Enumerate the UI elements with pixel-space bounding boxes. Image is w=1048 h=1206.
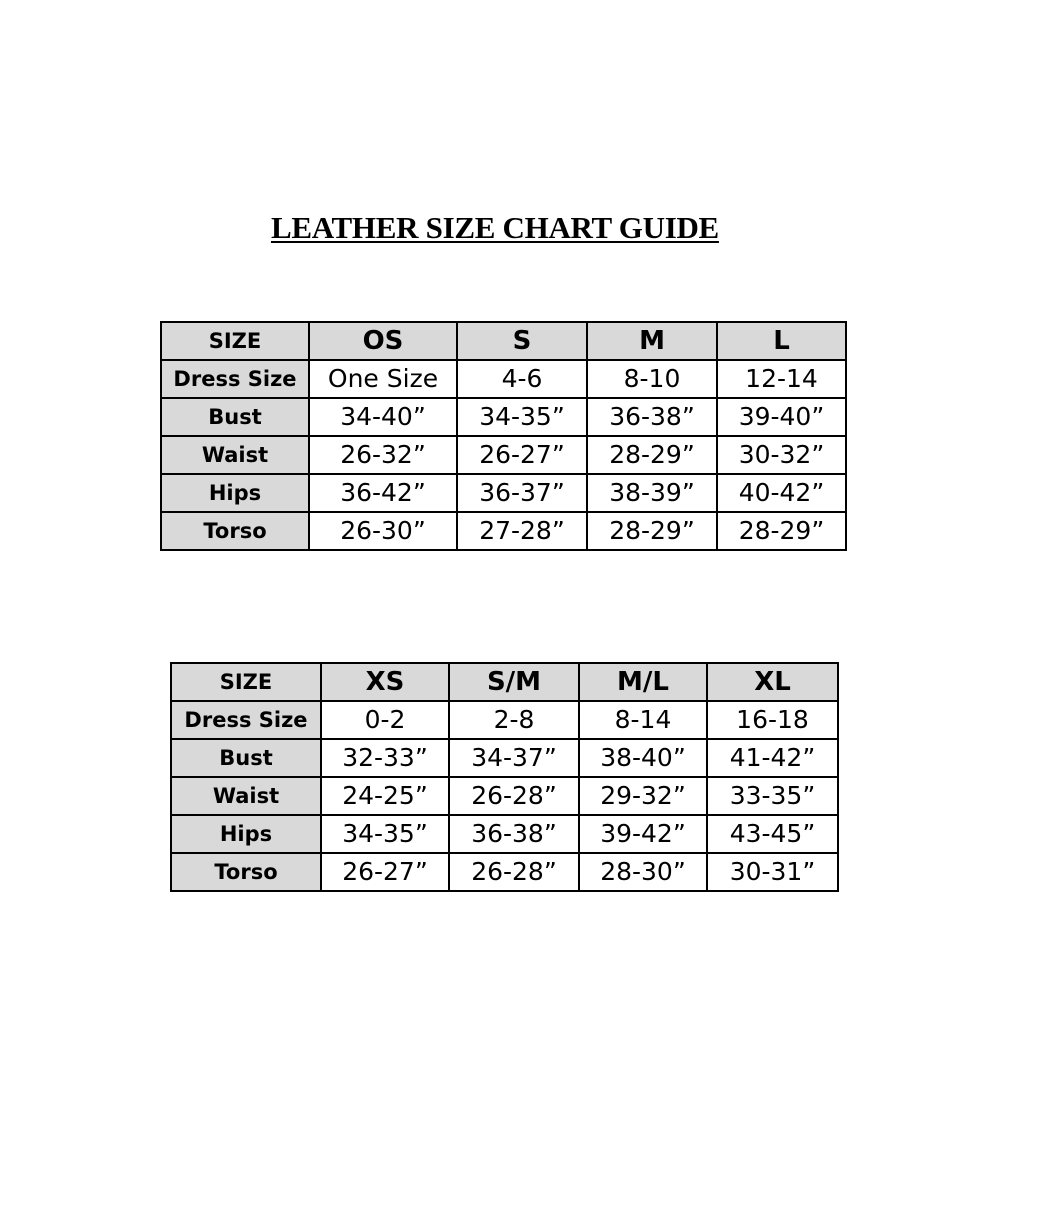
table-cell: 39-40” <box>717 398 846 436</box>
table-row-bust <box>161 398 846 436</box>
table-cell: 30-31” <box>707 853 838 891</box>
table-cell: 34-35” <box>457 398 587 436</box>
row-label: Waist <box>161 436 309 474</box>
header-size-label: SIZE <box>171 663 321 701</box>
table-row-torso <box>171 853 838 891</box>
table-cell: 43-45” <box>707 815 838 853</box>
table-row-dress-size <box>171 701 838 739</box>
row-label: Bust <box>171 739 321 777</box>
row-label: Hips <box>171 815 321 853</box>
table-cell: 32-33” <box>321 739 449 777</box>
row-label: Waist <box>171 777 321 815</box>
table-cell: 26-27” <box>321 853 449 891</box>
table-cell: 2-8 <box>449 701 579 739</box>
table-cell: 41-42” <box>707 739 838 777</box>
table-cell: 39-42” <box>579 815 707 853</box>
table-cell: 34-35” <box>321 815 449 853</box>
size-chart-table-2 <box>170 662 839 892</box>
table-cell: 36-38” <box>449 815 579 853</box>
row-label: Bust <box>161 398 309 436</box>
table-cell: 38-39” <box>587 474 717 512</box>
table-cell: 34-37” <box>449 739 579 777</box>
table-cell: 34-40” <box>309 398 457 436</box>
table-cell: 36-38” <box>587 398 717 436</box>
table-cell: 26-28” <box>449 777 579 815</box>
table-cell: 26-28” <box>449 853 579 891</box>
table-cell: 36-37” <box>457 474 587 512</box>
table-row-waist <box>171 777 838 815</box>
table-cell: 27-28” <box>457 512 587 550</box>
table-cell: 28-30” <box>579 853 707 891</box>
size-chart-table-1 <box>160 321 847 551</box>
table-cell: 30-32” <box>717 436 846 474</box>
table-row-torso <box>161 512 846 550</box>
table-row-bust <box>171 739 838 777</box>
table-cell: 40-42” <box>717 474 846 512</box>
header-size-sm: S/M <box>449 663 579 701</box>
row-label: Torso <box>161 512 309 550</box>
row-label: Hips <box>161 474 309 512</box>
table-row-hips <box>161 474 846 512</box>
header-size-xs: XS <box>321 663 449 701</box>
table-row-dress-size <box>161 360 846 398</box>
table-cell: 29-32” <box>579 777 707 815</box>
table-header-row <box>161 322 846 360</box>
table-cell: 16-18 <box>707 701 838 739</box>
table-cell: 0-2 <box>321 701 449 739</box>
header-size-os: OS <box>309 322 457 360</box>
table-cell: 26-27” <box>457 436 587 474</box>
row-label: Dress Size <box>161 360 309 398</box>
table-row-hips <box>171 815 838 853</box>
header-size-m: M <box>587 322 717 360</box>
table-cell: 28-29” <box>587 436 717 474</box>
table-header-row <box>171 663 838 701</box>
table-cell: 24-25” <box>321 777 449 815</box>
table-cell: 28-29” <box>717 512 846 550</box>
table-cell: 33-35” <box>707 777 838 815</box>
row-label: Torso <box>171 853 321 891</box>
table-cell: 8-14 <box>579 701 707 739</box>
table-cell: One Size <box>309 360 457 398</box>
table-cell: 38-40” <box>579 739 707 777</box>
table-cell: 4-6 <box>457 360 587 398</box>
table-row-waist <box>161 436 846 474</box>
header-size-s: S <box>457 322 587 360</box>
table-cell: 26-30” <box>309 512 457 550</box>
table-cell: 12-14 <box>717 360 846 398</box>
header-size-ml: M/L <box>579 663 707 701</box>
table-cell: 26-32” <box>309 436 457 474</box>
header-size-xl: XL <box>707 663 838 701</box>
table-cell: 8-10 <box>587 360 717 398</box>
header-size-label: SIZE <box>161 322 309 360</box>
header-size-l: L <box>717 322 846 360</box>
table-cell: 28-29” <box>587 512 717 550</box>
table-cell: 36-42” <box>309 474 457 512</box>
row-label: Dress Size <box>171 701 321 739</box>
page-title: LEATHER SIZE CHART GUIDE <box>271 210 719 245</box>
